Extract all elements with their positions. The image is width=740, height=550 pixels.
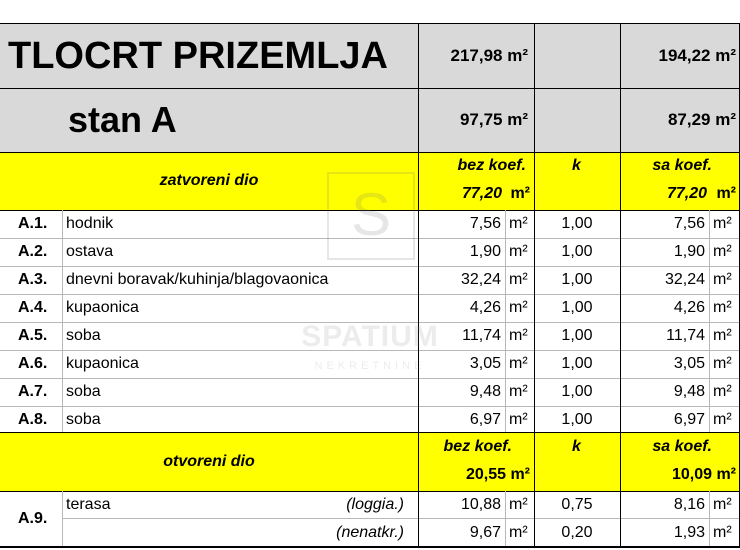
- table-title-cell: [0, 24, 418, 88]
- watermark-brand: SPATIUM: [301, 320, 439, 353]
- terrace-name: terasa: [66, 495, 111, 513]
- room-area-cell: [418, 266, 505, 294]
- room-code-cell: [0, 294, 62, 322]
- terrace-k-cell: [534, 491, 620, 518]
- room-area: 1,90: [469, 243, 501, 260]
- room-name-cell: [66, 350, 416, 378]
- open-k-cell: [534, 433, 620, 491]
- room-area-k-cell: [620, 210, 709, 238]
- room-area-k-unit: m²: [713, 327, 732, 344]
- room-area-cell: [418, 294, 505, 322]
- room-area: 6,97: [469, 411, 501, 428]
- room-area-k: 11,74: [666, 327, 705, 344]
- room-code: A.6.: [18, 355, 48, 372]
- unit-area-1-cell: [418, 88, 534, 152]
- room-area-k: 7,56: [673, 215, 705, 232]
- total-area-2-cell: [620, 24, 740, 88]
- watermark-letter: S: [350, 180, 392, 248]
- grid-line: [0, 210, 740, 211]
- terrace-area-k-unit: m²: [713, 495, 732, 513]
- room-code-cell: [0, 266, 62, 294]
- grid-line: [0, 432, 740, 433]
- room-name: hodnik: [66, 215, 114, 232]
- room-area-k-cell: [620, 238, 709, 266]
- terrace-area-cell: [418, 491, 505, 518]
- closed-bez-koef-cell: [418, 152, 534, 210]
- closed-sa-koef-cell: [620, 152, 740, 210]
- grid-line: [62, 518, 740, 519]
- room-area-cell: [418, 406, 505, 434]
- watermark-sub: NEKRETNINE: [314, 360, 426, 372]
- room-code: A.8.: [18, 411, 48, 428]
- room-area-k: 1,90: [673, 243, 705, 260]
- room-name: soba: [66, 411, 101, 428]
- terrace-area-unit-cell: [509, 519, 534, 546]
- room-area-k-unit-cell: [713, 266, 739, 294]
- terrace-name-cell: [66, 491, 266, 518]
- terrace-type: (loggia.): [346, 495, 404, 513]
- room-area: 4,26: [469, 299, 501, 316]
- terrace-area: 10,88: [460, 495, 501, 513]
- unit-area-1: 97,75 m²: [459, 110, 528, 129]
- terrace-area-k: 8,16: [673, 495, 705, 513]
- room-k-cell: [534, 406, 620, 434]
- terrace-area-k-unit-cell: [713, 519, 739, 546]
- room-area-unit: m²: [509, 355, 528, 372]
- room-area-k-unit-cell: [713, 350, 739, 378]
- room-area-unit: m²: [509, 215, 528, 232]
- room-area-k-unit: m²: [713, 383, 732, 400]
- room-area-cell: [418, 350, 505, 378]
- unit-area-2-cell: [620, 88, 740, 152]
- grid-line: [0, 406, 740, 407]
- apartment-title-cell: [0, 88, 418, 152]
- terrace-area-cell: [418, 519, 505, 546]
- room-area-k-cell: [620, 378, 709, 406]
- grid-line: [0, 266, 740, 267]
- terrace-code-cell: [0, 491, 62, 546]
- room-code-cell: [0, 406, 62, 434]
- room-name-cell: [66, 378, 416, 406]
- room-area: 9,48: [469, 383, 501, 400]
- room-area-cell: [418, 322, 505, 350]
- open-sa-koef-total: 10,09 m²: [671, 466, 736, 483]
- room-area-unit: m²: [509, 243, 528, 260]
- closed-bez-koef-total: 77,20: [461, 185, 502, 202]
- room-area-k: 3,05: [673, 355, 705, 372]
- room-area-unit-cell: [509, 322, 534, 350]
- grid-line: [418, 23, 419, 548]
- room-code: A.1.: [18, 215, 48, 232]
- total-gap-cell: [534, 24, 620, 88]
- grid-line: [62, 491, 63, 546]
- terrace-area-k-cell: [620, 491, 709, 518]
- total-area-1: 217,98 m²: [450, 46, 528, 65]
- room-k-cell: [534, 350, 620, 378]
- room-code-cell: [0, 378, 62, 406]
- open-sa-koef-label: sa koef.: [652, 438, 712, 455]
- room-area-cell: [418, 210, 505, 238]
- grid-line: [0, 491, 740, 492]
- room-area-k-unit: m²: [713, 299, 732, 316]
- room-area-unit-cell: [509, 238, 534, 266]
- room-k-cell: [534, 210, 620, 238]
- closed-sa-koef-total: 77,20: [666, 185, 707, 202]
- closed-bez-koef-unit: m²: [510, 185, 530, 202]
- room-k: 1,00: [561, 271, 593, 288]
- grid-line: [0, 322, 740, 323]
- room-area-k-cell: [620, 294, 709, 322]
- closed-sa-koef-label: sa koef.: [652, 157, 712, 174]
- terrace-area-k: 1,93: [673, 523, 705, 541]
- room-area: 3,05: [469, 355, 501, 372]
- room-area-unit: m²: [509, 299, 528, 316]
- room-name-cell: [66, 322, 416, 350]
- open-bez-koef-cell: [418, 433, 534, 491]
- apartment-title: stan A: [68, 99, 177, 140]
- room-k-cell: [534, 266, 620, 294]
- grid-line: [0, 546, 740, 548]
- room-area-k-unit-cell: [713, 378, 739, 406]
- closed-section-label-cell: [0, 152, 418, 210]
- terrace-k: 0,75: [561, 495, 593, 513]
- room-k: 1,00: [561, 215, 593, 232]
- room-area: 7,56: [469, 215, 501, 232]
- room-area-unit-cell: [509, 294, 534, 322]
- room-name-cell: [66, 406, 416, 434]
- room-area: 32,24: [460, 271, 501, 288]
- room-area-unit: m²: [509, 411, 528, 428]
- room-name: soba: [66, 383, 101, 400]
- room-area-k-unit-cell: [713, 210, 739, 238]
- closed-k-label: k: [572, 157, 581, 174]
- room-code: A.4.: [18, 299, 48, 316]
- room-area-k-unit: m²: [713, 271, 732, 288]
- open-section-label-cell: [0, 433, 418, 491]
- room-area-k: 6,97: [673, 411, 705, 428]
- terrace-area-unit-cell: [509, 491, 534, 518]
- room-area-k-cell: [620, 350, 709, 378]
- room-k-cell: [534, 378, 620, 406]
- room-name: kupaonica: [66, 355, 139, 372]
- grid-line: [534, 23, 535, 548]
- grid-line: [0, 23, 740, 24]
- terrace-type: (nenatkr.): [336, 523, 404, 541]
- room-area-k-cell: [620, 406, 709, 434]
- room-area-k-unit: m²: [713, 411, 732, 428]
- room-area-unit: m²: [509, 327, 528, 344]
- room-k: 1,00: [561, 355, 593, 372]
- room-area-cell: [418, 378, 505, 406]
- terrace-area: 9,67: [469, 523, 501, 541]
- room-code: A.5.: [18, 327, 48, 344]
- room-area-k-cell: [620, 322, 709, 350]
- room-area-cell: [418, 238, 505, 266]
- room-area: 11,74: [462, 327, 501, 344]
- terrace-type-cell: [266, 491, 408, 518]
- open-bez-koef-total: 20,55 m²: [465, 466, 530, 483]
- room-area-k-unit-cell: [713, 322, 739, 350]
- terrace-area-unit: m²: [509, 523, 528, 541]
- room-k: 1,00: [561, 327, 593, 344]
- grid-line: [0, 378, 740, 379]
- unit-area-2: 87,29 m²: [667, 110, 736, 129]
- room-area-unit: m²: [509, 383, 528, 400]
- room-code: A.2.: [18, 243, 48, 260]
- room-code: A.3.: [18, 271, 48, 288]
- room-name-cell: [66, 294, 416, 322]
- room-name-cell: [66, 210, 416, 238]
- terrace-area-k-unit-cell: [713, 491, 739, 518]
- room-name: dnevni boravak/kuhinja/blagovaonica: [66, 271, 329, 288]
- room-area-k-unit: m²: [713, 215, 732, 232]
- room-name: kupaonica: [66, 299, 139, 316]
- room-code-cell: [0, 322, 62, 350]
- closed-bez-koef-label: bez koef.: [457, 157, 526, 174]
- terrace-code: A.9.: [18, 509, 48, 527]
- room-code-cell: [0, 238, 62, 266]
- room-k: 1,00: [561, 383, 593, 400]
- closed-section-label: zatvoreni dio: [159, 172, 259, 189]
- room-area-k-unit: m²: [713, 355, 732, 372]
- room-area-unit-cell: [509, 406, 534, 434]
- room-area-unit-cell: [509, 350, 534, 378]
- room-area-k-unit-cell: [713, 294, 739, 322]
- room-area-k: 32,24: [664, 271, 705, 288]
- grid-line: [709, 491, 710, 546]
- terrace-type-cell: [266, 519, 408, 546]
- terrace-k-cell: [534, 519, 620, 546]
- grid-line: [0, 238, 740, 239]
- room-area-k-cell: [620, 266, 709, 294]
- room-k: 1,00: [561, 243, 593, 260]
- grid-line: [62, 210, 63, 432]
- terrace-area-unit: m²: [509, 495, 528, 513]
- room-k-cell: [534, 238, 620, 266]
- room-k: 1,00: [561, 411, 593, 428]
- closed-sa-koef-unit: m²: [716, 185, 736, 202]
- terrace-k: 0,20: [561, 523, 593, 541]
- grid-line: [0, 88, 740, 89]
- unit-gap-cell: [534, 88, 620, 152]
- room-code-cell: [0, 210, 62, 238]
- room-name-cell: [66, 266, 416, 294]
- room-area-k-unit-cell: [713, 238, 739, 266]
- room-area-k-unit: m²: [713, 243, 732, 260]
- grid-line: [505, 491, 506, 546]
- terrace-area-k-cell: [620, 519, 709, 546]
- room-name: ostava: [66, 243, 114, 260]
- grid-line: [505, 210, 506, 432]
- room-name: soba: [66, 327, 101, 344]
- total-area-1-cell: [418, 24, 534, 88]
- open-bez-koef-label: bez koef.: [443, 438, 512, 455]
- room-area-unit-cell: [509, 266, 534, 294]
- room-k: 1,00: [561, 299, 593, 316]
- grid-line: [0, 152, 740, 153]
- open-k-label: k: [572, 438, 581, 455]
- room-area-k-unit-cell: [713, 406, 739, 434]
- room-k-cell: [534, 294, 620, 322]
- table-title: TLOCRT PRIZEMLJA: [8, 34, 388, 77]
- room-area-k: 9,48: [673, 383, 705, 400]
- grid-line: [0, 350, 740, 351]
- terrace-area-k-unit: m²: [713, 523, 732, 541]
- grid-line: [0, 294, 740, 295]
- grid-line: [620, 23, 621, 548]
- room-code-cell: [0, 350, 62, 378]
- total-area-2: 194,22 m²: [658, 46, 736, 65]
- room-area-unit-cell: [509, 210, 534, 238]
- room-code: A.7.: [18, 383, 48, 400]
- closed-k-cell: [534, 152, 620, 210]
- open-sa-koef-cell: [620, 433, 740, 491]
- grid-line: [709, 210, 710, 432]
- room-area-unit: m²: [509, 271, 528, 288]
- open-section-label: otvoreni dio: [163, 453, 255, 470]
- room-area-k: 4,26: [673, 299, 705, 316]
- room-name-cell: [66, 238, 416, 266]
- room-k-cell: [534, 322, 620, 350]
- room-area-unit-cell: [509, 378, 534, 406]
